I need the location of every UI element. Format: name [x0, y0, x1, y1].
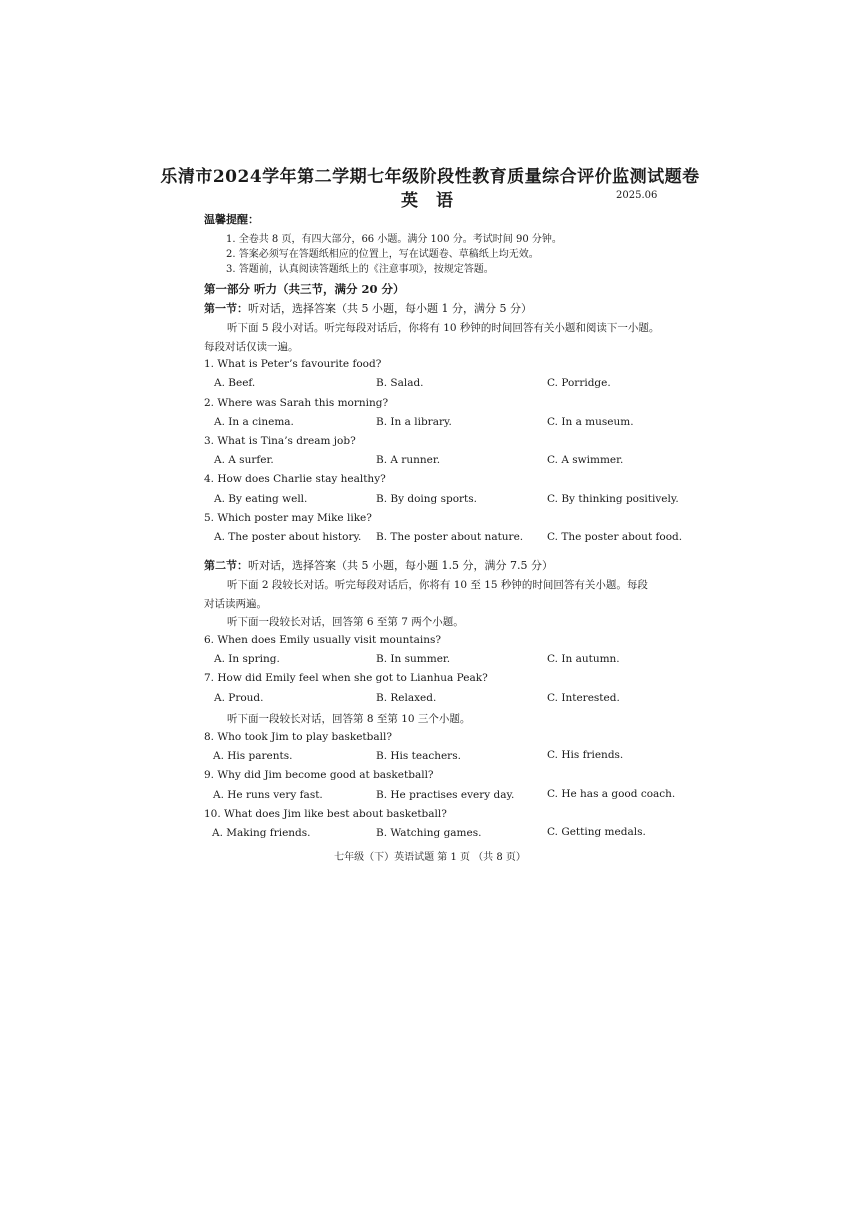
question-9: 9. Why did Jim become good at basketball?	[204, 769, 434, 781]
section1-instruction-cont: 每段对话仅读一遍。	[204, 341, 299, 353]
q10-option-a: A. Making friends.	[212, 827, 311, 839]
question-4: 4. How does Charlie stay healthy?	[204, 473, 386, 485]
exam-title: 乐清市2024学年第二学期七年级阶段性教育质量综合评价监测试题卷	[160, 167, 700, 187]
q1-option-c: C. Porridge.	[547, 377, 611, 389]
q3-option-a: A. A surfer.	[214, 454, 274, 466]
section2-instruction: 听下面 2 段较长对话。听完每段对话后，你将有 10 至 15 秒钟的时间回答有关小题。每段	[227, 579, 648, 591]
q7-option-c: C. Interested.	[547, 692, 620, 704]
q6-option-c: C. In autumn.	[547, 653, 620, 665]
q10-option-c: C. Getting medals.	[547, 826, 646, 838]
q9-option-a: A. He runs very fast.	[213, 789, 323, 801]
q6-option-a: A. In spring.	[214, 653, 280, 665]
section1-text: 听对话，选择答案（共 5 小题，每小题 1 分，满分 5 分）	[248, 302, 532, 315]
exam-date: 2025.06	[616, 190, 658, 201]
question-2: 2. Where was Sarah this morning?	[204, 397, 389, 409]
q2-option-a: A. In a cinema.	[214, 416, 294, 428]
section2-label: 第二节：	[204, 559, 248, 572]
dialogue2-instruction: 听下面一段较长对话，回答第 8 至第 10 三个小题。	[227, 713, 471, 725]
reminder-item-3: 3. 答题前，认真阅读答题纸上的《注意事项》，按规定答题。	[226, 264, 494, 275]
q8-option-b: B. His teachers.	[376, 750, 461, 762]
q9-option-b: B. He practises every day.	[376, 789, 515, 801]
q7-option-b: B. Relaxed.	[376, 692, 437, 704]
question-1: 1. What is Peter’s favourite food?	[204, 358, 382, 370]
q2-option-c: C. In a museum.	[547, 416, 634, 428]
question-6: 6. When does Emily usually visit mountains?	[204, 634, 441, 646]
reminder-item-2: 2. 答案必须写在答题纸相应的位置上，写在试题卷、草稿纸上均无效。	[226, 249, 539, 260]
section2-instruction-cont: 对话读两遍。	[204, 598, 267, 610]
question-3: 3. What is Tina’s dream job?	[204, 435, 356, 447]
subject-title: 英 语	[401, 191, 459, 211]
section1-instruction: 听下面 5 段小对话。听完每段对话后，你将有 10 秒钟的时间回答有关小题和阅读下一小题。	[227, 322, 660, 334]
q1-option-a: A. Beef.	[214, 377, 256, 389]
reminder-heading: 温馨提醒：	[204, 213, 259, 226]
question-8: 8. Who took Jim to play basketball?	[204, 731, 392, 743]
q4-option-a: A. By eating well.	[214, 493, 308, 505]
q5-option-b: B. The poster about nature.	[376, 531, 524, 543]
q1-option-b: B. Salad.	[376, 377, 424, 389]
section1-title	[204, 300, 532, 316]
question-10: 10. What does Jim like best about basketball?	[204, 808, 447, 820]
q2-option-b: B. In a library.	[376, 416, 452, 428]
q5-option-c: C. The poster about food.	[547, 531, 683, 543]
q9-option-c: C. He has a good coach.	[547, 788, 676, 800]
section2-text: 听对话，选择答案（共 5 小题，每小题 1.5 分，满分 7.5 分）	[248, 559, 553, 572]
q5-option-a: A. The poster about history.	[214, 531, 362, 543]
part1-title: 第一部分 听力（共三节，满分 20 分）	[204, 282, 405, 296]
q8-option-c: C. His friends.	[547, 749, 624, 761]
section1-label: 第一节：	[204, 302, 248, 315]
q4-option-b: B. By doing sports.	[376, 493, 477, 505]
q8-option-a: A. His parents.	[213, 750, 293, 762]
dialogue1-instruction: 听下面一段较长对话，回答第 6 至第 7 两个小题。	[227, 616, 464, 628]
q3-option-c: C. A swimmer.	[547, 454, 624, 466]
q4-option-c: C. By thinking positively.	[547, 493, 679, 505]
question-5: 5. Which poster may Mike like?	[204, 512, 372, 524]
reminder-item-1: 1. 全卷共 8 页，有四大部分，66 小题。满分 100 分。考试时间 90 分钟。	[226, 234, 562, 245]
q6-option-b: B. In summer.	[376, 653, 451, 665]
page-footer: 七年级（下）英语试题 第 1 页 （共 8 页）	[334, 852, 526, 863]
question-7: 7. How did Emily feel when she got to Lianhua Peak?	[204, 672, 488, 684]
q10-option-b: B. Watching games.	[376, 827, 482, 839]
q7-option-a: A. Proud.	[214, 692, 264, 704]
q3-option-b: B. A runner.	[376, 454, 441, 466]
section2-title	[204, 557, 553, 573]
